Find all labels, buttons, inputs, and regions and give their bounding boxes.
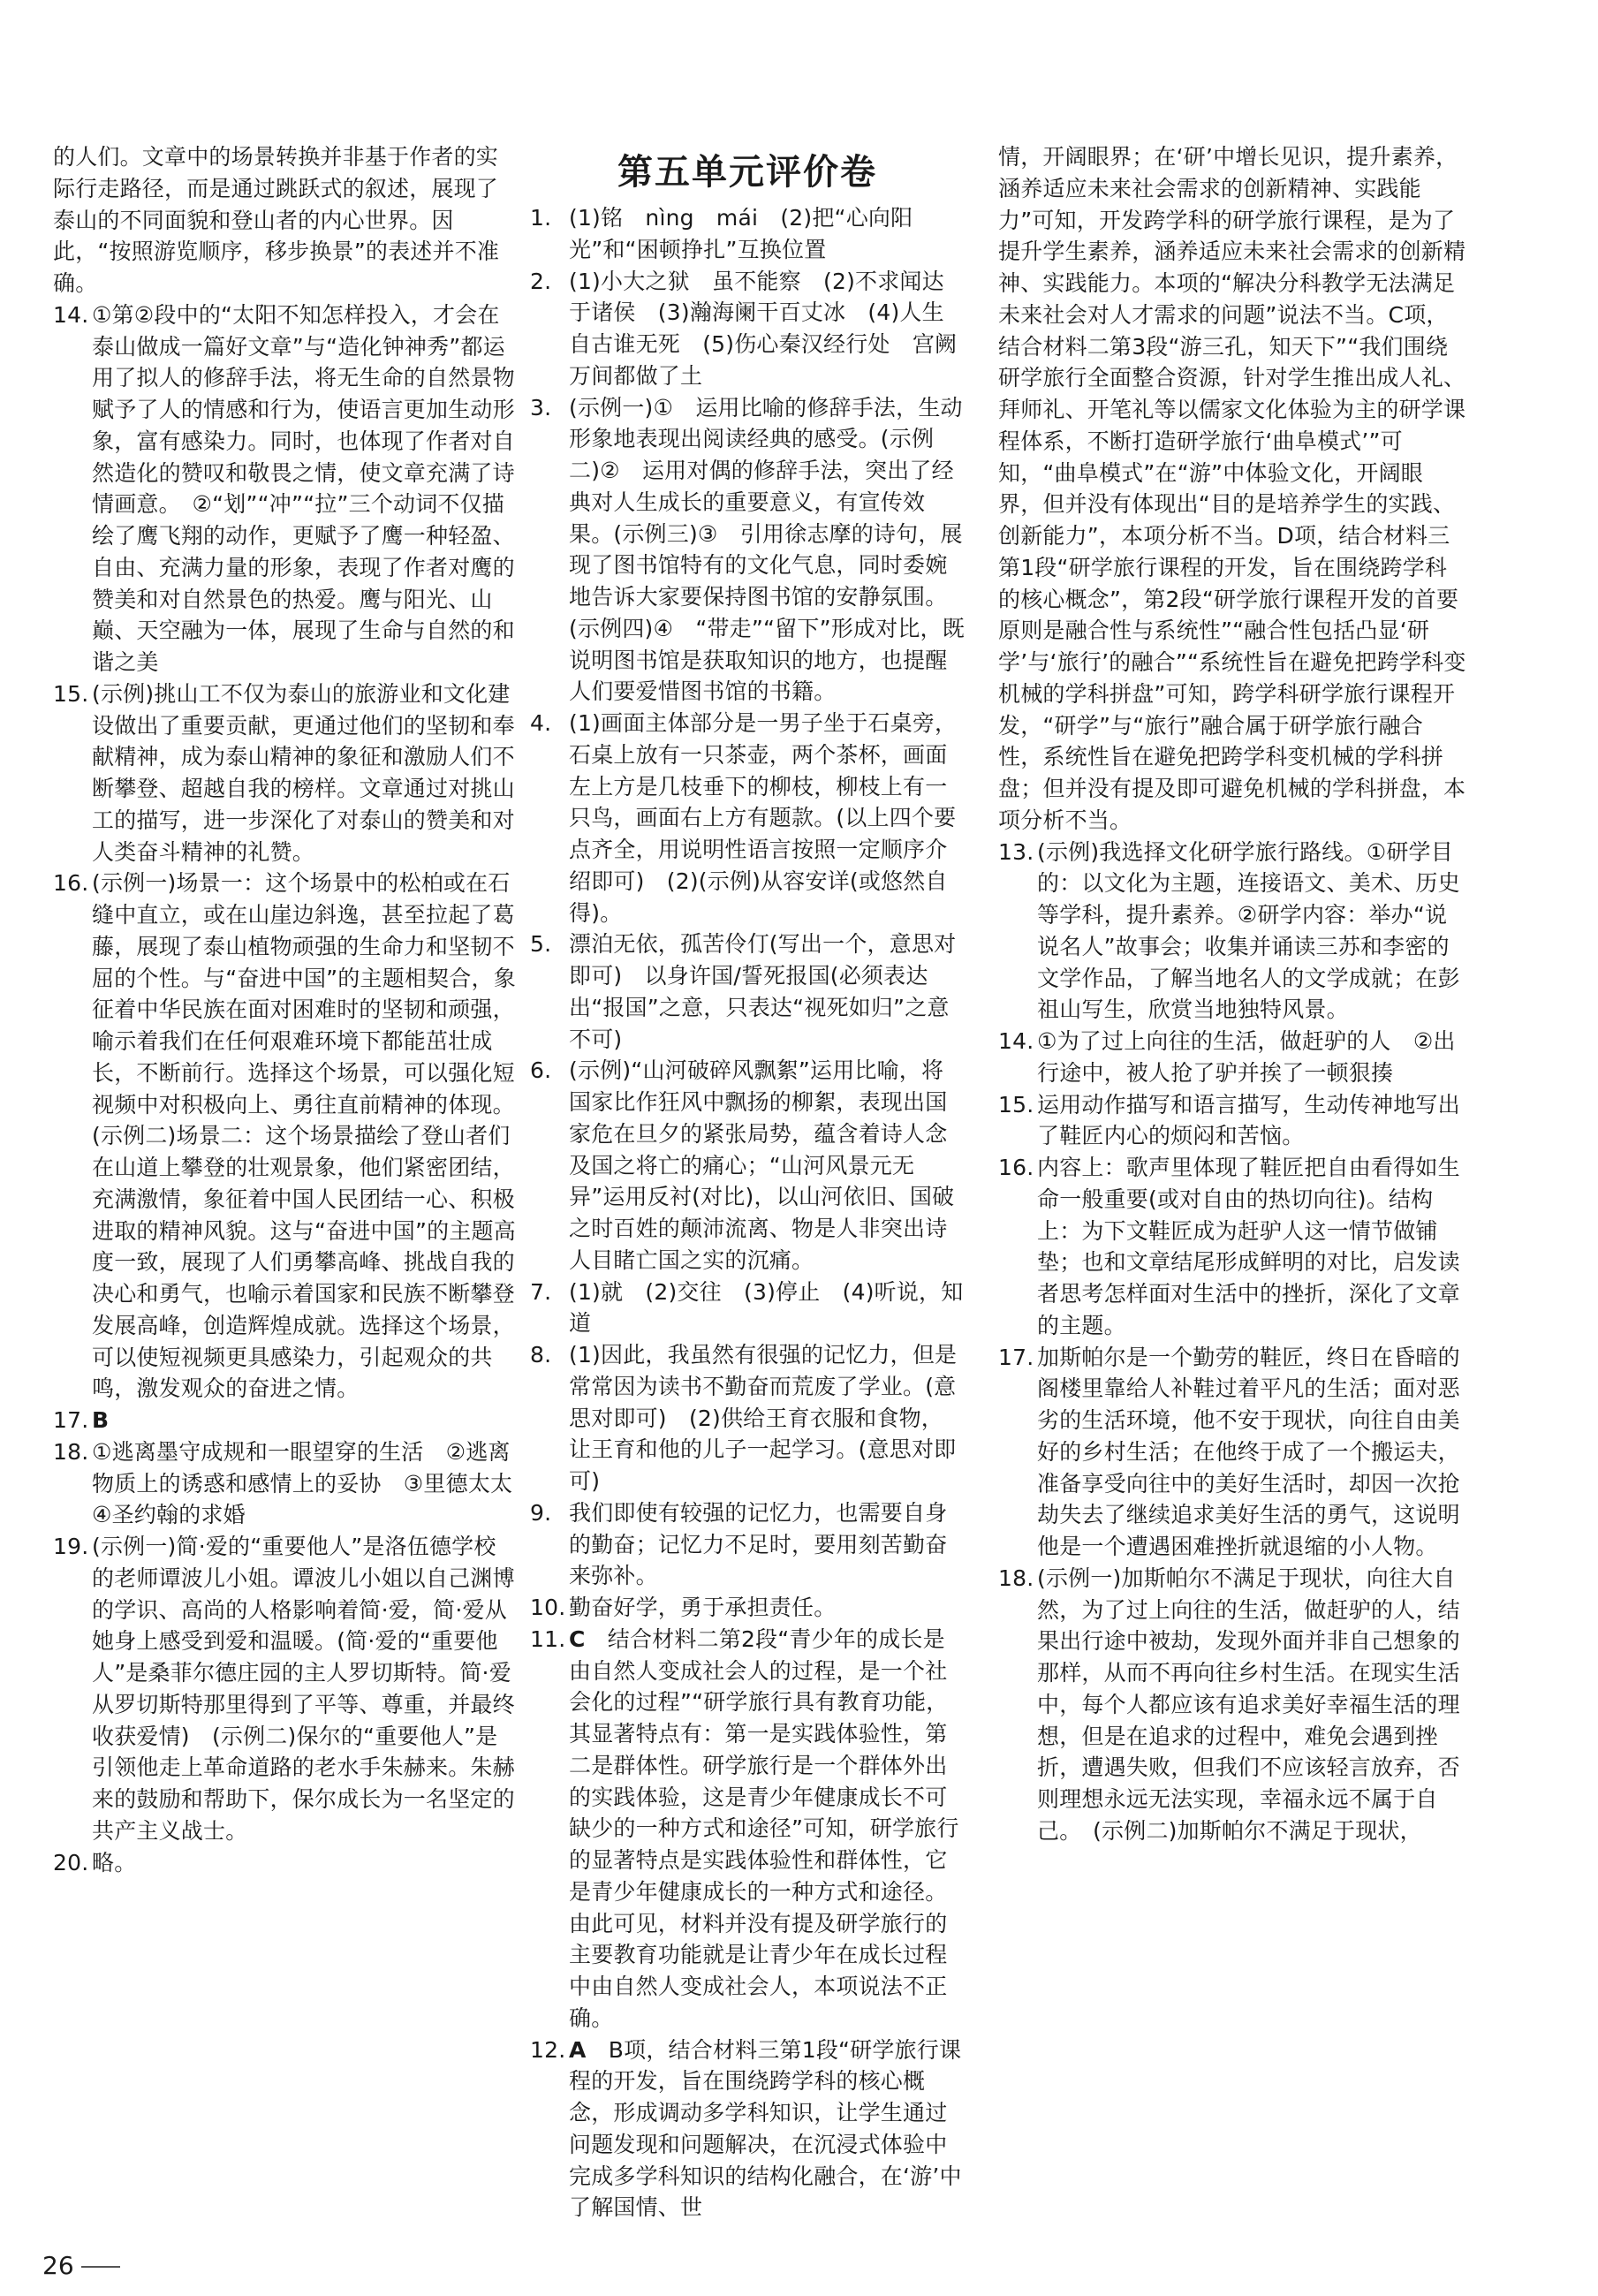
answer-item: [530, 708, 965, 928]
answer-item: [53, 1405, 517, 1436]
item-text: 情，开阔眼界；在‘研’中增长见识，提升素养，涵养适应未来社会需求的创新精神、实践能力”可知，开发跨学科的研学旅行课程，是为了提升学生素养，涵养适应未来社会需求的创新精神、实践能力。本项的“解决分科教学无法满足未来社会对人才需求的问题”说法不当。C项，结合材料二第3段“游三孔，知天下”“我们围绕研学旅行全面整合资源，针对学生推出成人礼、拜师礼、开笔礼等以儒家文化体验为主的研学课程体系，不断打造研学旅行‘曲阜模式’”可知，“曲阜模式”在“游”中体验文化，开阔眼界，但并没有体现出“目的是培养学生的实践、创新能力”，本项分析不当。D项，结合材料三第1段“研学旅行课程的开发，旨在围绕跨学科的核心概念”，第2段“研学旅行课程开发的首要原则是融合性与系统性”“融合性包括凸显‘研学’与‘旅行’的融合”“系统性旨在避免把跨学科变机械的学科拼盘”可知，跨学科研学旅行课程开发，“研学”与“旅行”融合属于研学旅行融合性，系统性旨在避免把跨学科变机械的学科拼盘；但并没有提及即可避免机械的学科拼盘，本项分析不当。: [998, 144, 1466, 833]
item-text: B项，结合材料三第1段“研学旅行课程的开发，旨在围绕跨学科的核心概念，形成调动多学科知识，让学生通过问题发现和问题解决，在沉浸式体验中完成多学科知识的结构化融合，在‘游’中了解国情、世: [569, 2036, 962, 2221]
item-text: 略。: [92, 1849, 137, 1875]
item-number: 18.: [53, 1438, 89, 1465]
answer-item: [530, 928, 965, 1055]
item-text: (1)小大之狱 虽不能察 (2)不求闻达于诸侯 (3)瀚海阑干百丈冰 (4)人生自古谁无死 (5)伤心秦汉经行处 宫阙万间都做了土: [569, 268, 958, 389]
answer-item: [530, 2035, 965, 2224]
item-number: 11.: [530, 1625, 566, 1652]
item-number: 20.: [53, 1849, 89, 1875]
item-number: 13.: [998, 838, 1034, 865]
item-number: 3.: [530, 394, 552, 421]
item-text: 的人们。文章中的场景转换并非基于作者的实际行走路径，而是通过跳跃式的叙述，展现了泰山的不同面貌和登山者的内心世界。因此，“按照游览顺序，移步换景”的表述并不准确。: [53, 144, 500, 296]
item-number: 4.: [530, 710, 552, 737]
item-number: 17.: [53, 1407, 89, 1433]
item-text: 内容上：歌声里体现了鞋匠把自由看得如生命一般重要(或对自由的热切向往)。结构上：为下文鞋匠成为赶驴人这一情节做铺垫；也和文章结尾形成鲜明的对比，启发读者思考怎样面对生活中的挫折，深化了文章的主题。: [1037, 1155, 1460, 1338]
item-number: 15.: [998, 1091, 1034, 1118]
item-number: 6.: [530, 1057, 552, 1084]
answer-item: [998, 1563, 1466, 1847]
answer-item: [998, 1152, 1466, 1342]
answer-item: [998, 1342, 1466, 1563]
answer-item: [530, 1277, 965, 1340]
answer-item: [998, 1089, 1466, 1153]
middle-items: [530, 202, 965, 2224]
answer-item: [530, 1055, 965, 1276]
middle-column: [530, 140, 965, 2224]
answer-item: [530, 202, 965, 266]
answer-item: [53, 868, 526, 1405]
item-text: B: [92, 1407, 110, 1433]
item-text: (示例)挑山工不仅为泰山的旅游业和文化建设做出了重要贡献，更通过他们的坚韧和奉献精神，成为泰山精神的象征和激励人们不断攀登、超越自我的榜样。文章通过对挑山工的描写，进一步深化了对泰山的赞美和对人类奋斗精神的礼赞。: [92, 680, 515, 865]
item-text: ①第②段中的“太阳不知怎样投入，才会在泰山做成一篇好文章”与“造化钟神秀”都运用了拟人的修辞手法，将无生命的自然景物赋予了人的情感和行为，使语言更加生动形象，富有感染力。同时，也体现了作者对自然造化的赞叹和敬畏之情，使文章充满了诗情画意。 ②“划”“冲”“拉”三个动词不仅描绘了鹰飞翔的动作，更赋予了鹰一种轻盈、自由、充满力量的形象，表现了作者对鹰的赞美和对自然景色的热爱。鹰与阳光、山巅、天空融为一体，展现了生命与自然的和谐之美: [92, 301, 515, 675]
item-number: 12.: [530, 2036, 566, 2063]
item-text: 漂泊无依，孤苦伶仃(写出一个，意思对即可) 以身许国/誓死报国(必须表达出“报国”之意，只表达“视死如归”之意不可): [569, 931, 957, 1052]
item-number: 16.: [53, 870, 89, 897]
item-number: 19.: [53, 1534, 89, 1559]
item-text: ①逃离墨守成规和一眼望穿的生活 ②逃离物质上的诱惑和感情上的妥协 ③里德太太 ④圣约翰的求婚: [92, 1438, 535, 1528]
item-text: (1)因此，我虽然有很强的记忆力，但是常常因为读书不勤奋而荒废了学业。(意思对即可) (2)供给王育衣服和食物，让王育和他的儿子一起学习。(意思对即可): [569, 1342, 958, 1495]
item-number: 14.: [998, 1028, 1034, 1054]
right-column: [998, 141, 1466, 1847]
item-number: 9.: [530, 1499, 552, 1526]
answer-item: [53, 1847, 517, 1879]
answer-item: [530, 1592, 965, 1624]
answer-item: [53, 299, 517, 678]
item-number: 5.: [530, 931, 552, 958]
item-text: (示例一)简·爱的“重要他人”是洛伍德学校的老师谭波儿小姐。谭波儿小姐以自己渊博的学识、高尚的人格影响着简·爱，简·爱从她身上感受到爱和温暖。(简·爱的“重要他人”是桑菲尔德庄园的主人罗切斯特。简·爱从罗切斯特那里得到了平等、尊重，并最终收获爱情) (示例二)保尔的“重要他人”是引领他走上革命道路的老水手朱赫来。朱赫来的鼓励和帮助下，保尔成长为一名坚定的共产主义战士。: [92, 1534, 515, 1844]
item-number: 18.: [998, 1565, 1034, 1591]
item-text: 加斯帕尔是一个勤劳的鞋匠，终日在昏暗的阁楼里靠给人补鞋过着平凡的生活；面对恶劣的生活环境，他不安于现状，向往自由美好的乡村生活；在他终于成了一个搬运夫，准备享受向往中的美好生活时，却因一次抢劫失去了继续追求美好生活的勇气，这说明他是一个遭遇困难挫折就退缩的小人物。: [1037, 1344, 1460, 1559]
item-number: 2.: [530, 268, 552, 294]
answer-item: [998, 837, 1466, 1027]
item-number: 14.: [53, 301, 89, 328]
item-number: 15.: [53, 680, 89, 707]
item-number: 8.: [530, 1342, 552, 1368]
item-text: (1)画面主体部分是一男子坐于石桌旁，石桌上放有一只茶壶，两个茶杯，画面左上方是几枝垂下的柳枝，柳枝上有一只鸟，画面右上方有题款。(以上四个要点齐全，用说明性语言按照一定顺序介绍即可) (2)(示例)从容安详(或悠然自得)。: [569, 710, 958, 926]
item-text: ①为了过上向往的生活，做赶驴的人 ②出行途中，被人抢了驴并挨了一顿狠揍: [1037, 1028, 1456, 1086]
item-number: 17.: [998, 1344, 1034, 1370]
item-text: (示例)我选择文化研学旅行路线。①研学目的：以文化为主题，连接语文、美术、历史等学科，提升素养。②研学内容：举办“说说名人”故事会；收集并诵读三苏和李密的文学作品，了解当地名人的文学成就；在彭祖山写生，欣赏当地独特风景。: [1037, 838, 1460, 1023]
item-text: (示例)“山河破碎风飘絮”运用比喻，将国家比作狂风中飘扬的柳絮，表现出国家危在旦夕的紧张局势，蕴含着诗人念及国之将亡的痛心；“山河风景元无异”运用反衬(对比)，以山河依旧、国破之时百姓的颠沛流离、物是人非突出诗人目睹亡国之实的沉痛。: [569, 1057, 955, 1273]
answer-choice: A: [569, 2036, 587, 2063]
item-text: (示例一)场景一：这个场景中的松柏或在石缝中直立，或在山崖边斜逸，甚至拉起了葛藤，展现了泰山植物顽强的生命力和坚韧不屈的个性。与“奋进中国”的主题相契合，象征着中华民族在面对困难时的坚韧和顽强，喻示着我们在任何艰难环境下都能茁壮成长，不断前行。选择这个场景，可以强化短视频中对积极向上、勇往直前精神的体现。 (示例二)场景二：这个场景描绘了登山者们在山道上攀登的壮观景象，他们紧密团结，充满激情，象征着中国人民团结一心、积极进取的精神风貌。这与“奋进中国”的主题高度一致，展现了人们勇攀高峰、挑战自我的决心和勇气，也喻示着国家和民族不断攀登发展高峰，创造辉煌成就。选择这个场景，可以使短视频更具感染力，引起观众的共鸣，激发观众的奋进之情。: [92, 870, 526, 1402]
answer-item: [530, 1339, 965, 1497]
item-text: 运用动作描写和语言描写，生动传神地写出了鞋匠内心的烦闷和苦恼。: [1037, 1091, 1460, 1149]
item-text: 勤奋好学，勇于承担责任。: [569, 1595, 837, 1621]
item-text: (1)就 (2)交往 (3)停止 (4)听说，知道: [569, 1278, 964, 1337]
answer-item: [530, 266, 965, 392]
item-text: 结合材料二第2段“青少年的成长是由自然人变成社会人的过程，是一个社会化的过程”“研学旅行具有教育功能，其显著特点有：第一是实践体验性，第二是群体性。研学旅行是一个群体外出的实践体验，这是青少年健康成长不可缺少的一种方式和途径”可知，研学旅行的显著特点是实践体验性和群体性，它是青少年健康成长的一种方式和途径。由此可见，材料并没有提及研学旅行的主要教育功能就是让青少年在成长过程中由自然人变成社会人，本项说法不正确。: [569, 1625, 959, 2031]
answer-item: [998, 1026, 1466, 1089]
continued-text: [53, 141, 517, 299]
continued-text: [998, 141, 1466, 837]
item-number: 16.: [998, 1155, 1034, 1180]
item-number: 1.: [530, 205, 552, 231]
item-text: (1)铭 nìng mái (2)把“心向阳光”和“困顿挣扎”互换位置: [569, 205, 913, 262]
answer-choice: C: [569, 1625, 586, 1652]
item-text: (示例一)① 运用比喻的修辞手法，生动形象地表现出阅读经典的感受。(示例二)② 运用对偶的修辞手法，突出了经典对人生成长的重要意义，有宣传效果。(示例三)③ 引用徐志摩的诗句，展现了图书馆特有的文化气息，同时委婉地告诉大家要保持图书馆的安静氛围。(示例四)④ “带走”“留下”形成对比，既说明图书馆是获取知识的地方，也提醒人们要爱惜图书馆的书籍。: [569, 394, 965, 705]
page-number-rule: [81, 2266, 120, 2268]
item-text: 我们即使有较强的记忆力，也需要自身的勤奋；记忆力不足时，要用刻苦勤奋来弥补。: [569, 1499, 948, 1589]
item-number: 7.: [530, 1278, 552, 1305]
section-title: 第五单元评价卷: [617, 151, 877, 193]
answer-item: [53, 678, 517, 868]
item-text: (示例一)加斯帕尔不满足于现状，向往大自然，为了过上向往的生活，做赶驴的人，结果出行途中被劫，发现外面并非自己想象的那样，从而不再向往乡村生活。在现实生活中，每个人都应该有追求美好幸福生活的理想，但是在追求的过程中，难免会遇到挫折，遭遇失败，但我们不应该轻言放弃，否则理想永远无法实现，幸福永远不属于自己。 (示例二)加斯帕尔不满足于现状，: [1037, 1565, 1460, 1844]
page-number: 26: [42, 2251, 74, 2280]
answer-item: [530, 392, 965, 709]
left-column: [53, 141, 535, 1878]
answer-item: [53, 1531, 517, 1847]
answer-item: [530, 1624, 965, 2035]
answer-item: [53, 1436, 535, 1531]
item-number: 10.: [530, 1595, 566, 1621]
answer-item: [530, 1497, 965, 1592]
